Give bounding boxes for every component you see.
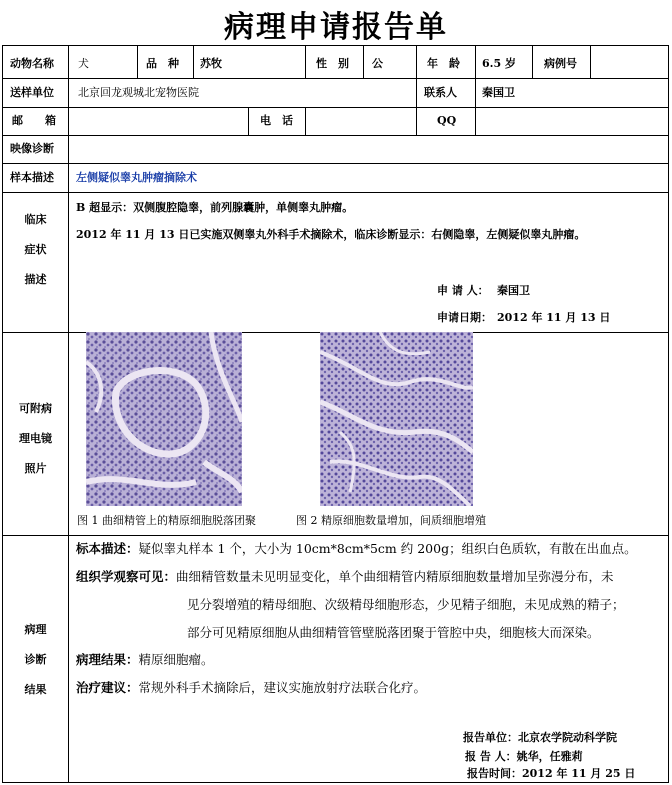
case-no-label: 病例号 xyxy=(544,57,577,70)
clinical-label: 临床 症状 描述 xyxy=(24,213,47,286)
histology-line-2: 见分裂增殖的精母细胞、次级精母细胞形态，少见精子细胞，未见成熟的精子； xyxy=(187,597,625,612)
sample-label: 样本描述 xyxy=(10,171,54,184)
result-label: 病理 诊断 结果 xyxy=(24,623,47,696)
sample-value: 左侧疑似睾丸肿瘤摘除术 xyxy=(76,171,197,184)
photo-caption-2: 图 2 精原细胞数量增加，间质细胞增殖 xyxy=(296,514,486,527)
apply-date-value: 2012 年 11 月 13 日 xyxy=(497,311,611,324)
report-time: 报告时间：2012 年 11 月 25 日 xyxy=(467,767,636,780)
email-label: 邮 箱 xyxy=(12,114,56,127)
animal-name-value: 犬 xyxy=(78,57,89,70)
col-divider xyxy=(305,46,306,78)
phone-label: 电 话 xyxy=(260,114,293,127)
col-divider xyxy=(475,46,476,135)
micrograph-2-image xyxy=(320,332,473,506)
row-divider xyxy=(3,78,668,79)
row-divider xyxy=(3,535,668,536)
form-title: 病理申请报告单 xyxy=(224,10,448,45)
contact-label: 联系人 xyxy=(424,86,457,99)
sex-label: 性 别 xyxy=(316,57,349,70)
age-label: 年 龄 xyxy=(427,57,460,70)
reporter: 报 告 人：姚华，任雅莉 xyxy=(465,750,583,763)
col-divider xyxy=(68,46,69,782)
specimen-desc: 标本描述：疑似睾丸样本 1 个，大小为 10cm*8cm*5cm 约 200g；组织白色质软，有散在出血点。 xyxy=(76,541,637,556)
col-divider xyxy=(416,46,417,135)
applicant-value: 秦国卫 xyxy=(497,284,530,297)
photo-caption-1: 图 1 曲细精管上的精原细胞脱落团聚 xyxy=(77,514,256,527)
breed-label: 品 种 xyxy=(146,57,179,70)
clinical-line-2: 2012 年 11 月 13 日已实施双侧睾丸外科手术摘除术，临床诊断显示：右侧隐睾，左侧疑似睾丸肿瘤。 xyxy=(76,228,586,241)
pathology-result: 病理结果：精原细胞瘤。 xyxy=(76,652,214,667)
age-value: 6.5 岁 xyxy=(482,57,516,70)
col-divider xyxy=(590,46,591,78)
row-divider xyxy=(3,107,668,108)
col-divider xyxy=(193,46,194,78)
col-divider xyxy=(363,46,364,78)
sender-value: 北京回龙观城北宠物医院 xyxy=(78,86,199,99)
micrograph-1-image xyxy=(86,332,242,506)
row-divider xyxy=(3,163,668,164)
treatment-advice: 治疗建议：常规外科手术摘除后，建议实施放射疗法联合化疗。 xyxy=(76,680,427,695)
sex-value: 公 xyxy=(372,57,383,70)
col-divider xyxy=(532,46,533,78)
breed-value: 苏牧 xyxy=(200,57,222,70)
histology-line-1: 组织学观察可见：曲细精管数量未见明显变化，单个曲细精管内精原细胞数量增加呈弥漫分布，未 xyxy=(76,569,614,584)
sender-label: 送样单位 xyxy=(10,86,54,99)
clinical-line-1: B 超显示：双侧腹腔隐睾，前列腺囊肿，单侧睾丸肿瘤。 xyxy=(76,201,354,214)
row-divider xyxy=(3,135,668,136)
col-divider xyxy=(305,107,306,135)
qq-label: QQ xyxy=(437,114,457,127)
animal-name-label: 动物名称 xyxy=(10,57,54,70)
imaging-label: 映像诊断 xyxy=(10,142,54,155)
col-divider xyxy=(137,46,138,78)
applicant-label: 申 请 人： xyxy=(437,284,489,297)
row-divider xyxy=(3,192,668,193)
photos-label: 可附病 理电镜 照片 xyxy=(19,402,52,475)
apply-date-label: 申请日期： xyxy=(437,311,492,324)
contact-value: 秦国卫 xyxy=(482,86,515,99)
col-divider xyxy=(248,107,249,135)
histology-line-3: 部分可见精原细胞从曲细精管管壁脱落团聚于管腔中央，细胞核大而深染。 xyxy=(187,625,600,640)
report-unit: 报告单位：北京农学院动科学院 xyxy=(463,731,617,744)
